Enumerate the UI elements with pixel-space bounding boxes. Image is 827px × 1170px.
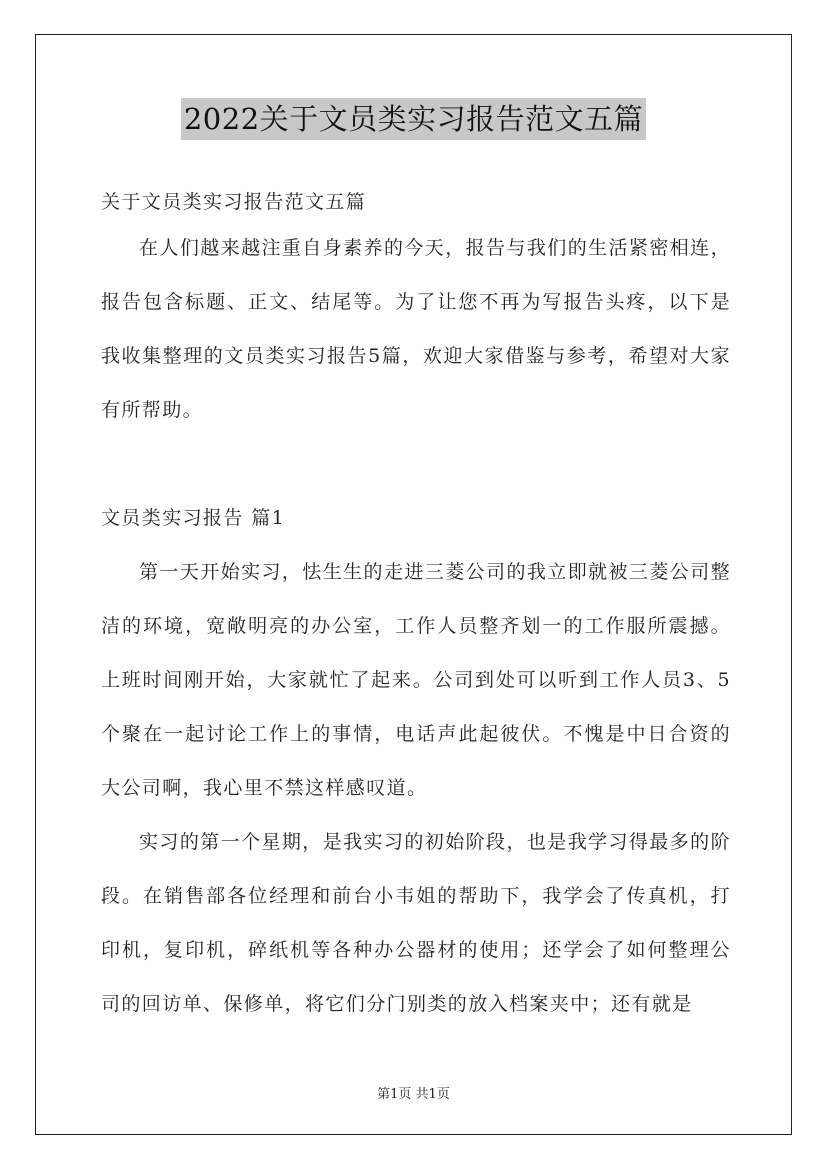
page-footer: 第1页 共1页 — [377, 1087, 450, 1102]
intro-text: 在人们越来越注重自身素养的今天，报告与我们的生活紧密相连，报告包含标题、正文、结尾等。为了让您不再为写报告头疼，以下是我收集整理的文员类实习报告5篇，欢迎大家借鉴与参考，希望对大家有所帮助。 — [101, 237, 731, 421]
title-container — [0, 98, 827, 140]
body-paragraph-2 — [101, 815, 731, 1031]
document-subtitle: 关于文员类实习报告范文五篇 — [101, 191, 367, 213]
document-title: 2022关于文员类实习报告范文五篇 — [181, 98, 646, 140]
paragraph-text: 实习的第一个星期，是我实习的初始阶段，也是我学习得最多的阶段。在销售部各位经理和前台小韦姐的帮助下，我学会了传真机，打印机，复印机，碎纸机等各种办公器材的使用；还学会了如何整理公司的回访单、保修单，将它们分门别类的放入档案夹中；还有就是 — [101, 831, 731, 1015]
paragraph-text: 第一天开始实习，怯生生的走进三菱公司的我立即就被三菱公司整洁的环境，宽敞明亮的办公室，工作人员整齐划一的工作服所震撼。上班时间刚开始，大家就忙了起来。公司到处可以听到工作人员3、5个聚在一起讨论工作上的事情，电话声此起彼伏。不愧是中日合资的大公司啊，我心里不禁这样感叹道。 — [101, 561, 731, 799]
body-paragraph-1 — [101, 545, 731, 815]
section-heading: 文员类实习报告 篇1 — [101, 507, 286, 529]
intro-paragraph — [101, 221, 731, 437]
